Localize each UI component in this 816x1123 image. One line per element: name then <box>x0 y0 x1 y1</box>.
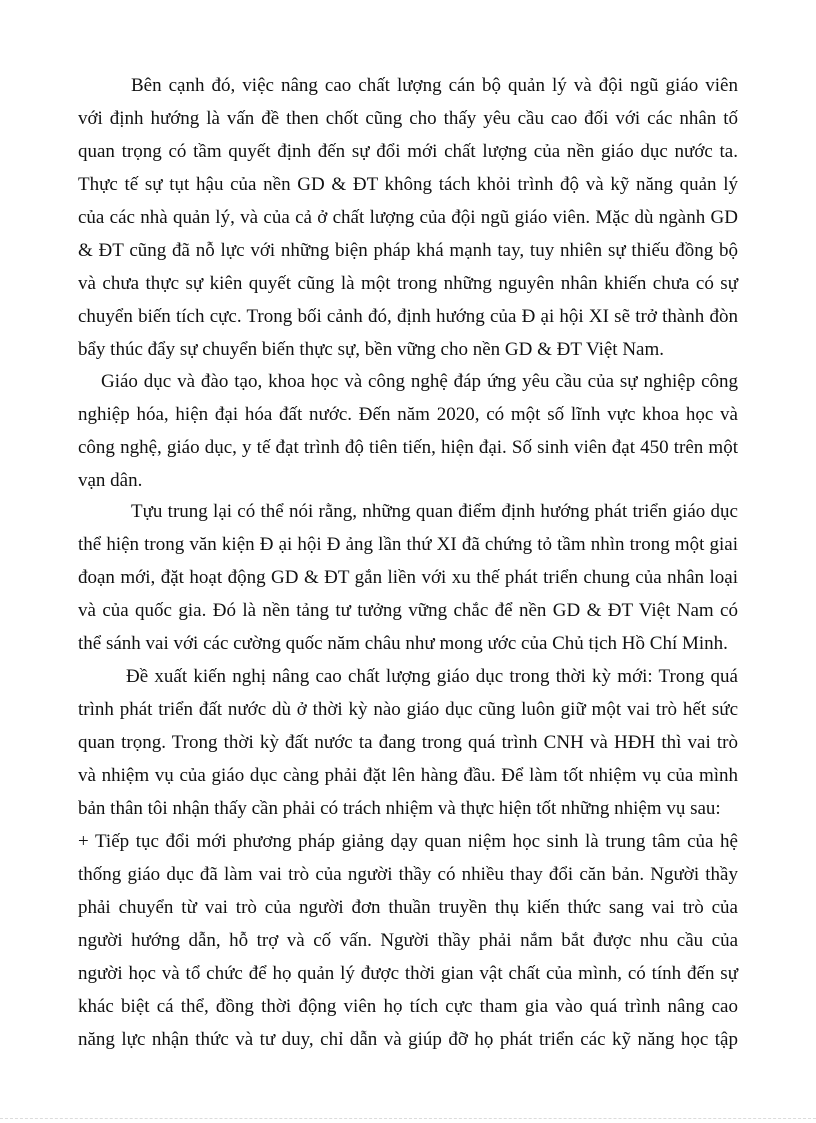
paragraph-2-line-2: nghiệp hóa, hiện đại hóa đất nước. Đến năm 2020, có một số lĩnh vực khoa học và <box>78 404 738 425</box>
paragraph-1-line-9: bẩy thúc đẩy sự chuyển biến thực sự, bền vững cho nền GD & ĐT Việt Nam. <box>78 339 665 360</box>
paragraph-3-line-3: đoạn mới, đặt hoạt động GD & ĐT gắn liền với xu thế phát triển chung của nhân loại <box>78 567 738 588</box>
paragraph-3-line-5: thể sánh vai với các cường quốc năm châu như mong ước của Chủ tịch Hồ Chí Minh. <box>78 633 728 654</box>
paragraph-5-line-7: năng lực nhận thức và tư duy, chỉ dẫn và giúp đỡ họ phát triển các kỹ năng học tập <box>78 1029 738 1050</box>
paragraph-2-line-4: vạn dân. <box>78 470 143 491</box>
paragraph-4-line-2: trình phát triển đất nước dù ở thời kỳ nào giáo dục cũng luôn giữ một vai trò hết sức <box>78 699 738 720</box>
paragraph-2-line-3: công nghệ, giáo dục, y tế đạt trình độ tiên tiến, hiện đại. Số sinh viên đạt 450 trên một <box>78 437 738 458</box>
paragraph-5-line-6: khác biệt cá thể, đồng thời động viên họ tích cực tham gia vào quá trình nâng cao <box>78 996 738 1017</box>
paragraph-4-line-5: bản thân tôi nhận thấy cần phải có trách nhiệm và thực hiện tốt những nhiệm vụ sau: <box>78 798 721 819</box>
paragraph-1-line-6: & ĐT cũng đã nỗ lực với những biện pháp khá mạnh tay, tuy nhiên sự thiếu đồng bộ <box>78 240 738 261</box>
paragraph-4-line-4: và nhiệm vụ của giáo dục càng phải đặt lên hàng đầu. Để làm tốt nhiệm vụ của mình <box>78 765 738 786</box>
paragraph-4-line-1: Đề xuất kiến nghị nâng cao chất lượng giáo dục trong thời kỳ mới: Trong quá <box>126 666 738 687</box>
paragraph-1-line-5: của các nhà quản lý, và của cả ở chất lượng của đội ngũ giáo viên. Mặc dù ngành GD <box>78 207 738 228</box>
paragraph-5-line-1: + Tiếp tục đổi mới phương pháp giảng dạy quan niệm học sinh là trung tâm của hệ <box>78 831 738 852</box>
paragraph-1-line-1: Bên cạnh đó, việc nâng cao chất lượng cán bộ quản lý và đội ngũ giáo viên <box>131 75 738 96</box>
paragraph-5-line-4: người hướng dẫn, hỗ trợ và cố vấn. Người thầy phải nắm bắt được nhu cầu của <box>78 930 738 951</box>
paragraph-4-line-3: quan trọng. Trong thời kỳ đất nước ta đang trong quá trình CNH và HĐH thì vai trò <box>78 732 738 753</box>
paragraph-3-line-2: thể hiện trong văn kiện Đ ại hội Đ ảng lần thứ XI đã chứng tỏ tầm nhìn trong một giai <box>78 534 738 555</box>
paragraph-5-line-3: phải chuyển từ vai trò của người đơn thuần truyền thụ kiến thức sang vai trò của <box>78 897 738 918</box>
paragraph-5-line-5: người học và tổ chức để họ quản lý được thời gian vật chất của mình, có tính đến sự <box>78 963 738 984</box>
paragraph-1-line-7: và chưa thực sự kiên quyết cũng là một trong những nguyên nhân khiến chưa có sự <box>78 273 738 294</box>
paragraph-5-line-2: thống giáo dục đã làm vai trò của người thầy có nhiều thay đổi căn bản. Người thầy <box>78 864 738 885</box>
paragraph-1-line-2: với định hướng là vấn đề then chốt cũng cho thấy yêu cầu cao đối với các nhân tố <box>78 108 738 129</box>
paragraph-1-line-3: quan trọng có tầm quyết định đến sự đổi mới chất lượng của nền giáo dục nước ta. <box>78 141 738 162</box>
paragraph-2-line-1: Giáo dục và đào tạo, khoa học và công nghệ đáp ứng yêu cầu của sự nghiệp công <box>101 371 738 392</box>
paragraph-3-line-4: và của quốc gia. Đó là nền tảng tư tưởng vững chắc để nền GD & ĐT Việt Nam có <box>78 600 738 621</box>
page-bottom-border <box>0 1118 816 1119</box>
paragraph-3-line-1: Tựu trung lại có thể nói rằng, những quan điểm định hướng phát triển giáo dục <box>131 501 738 522</box>
paragraph-1-line-8: chuyển biến tích cực. Trong bối cảnh đó, định hướng của Đ ại hội XI sẽ trở thành đòn <box>78 306 738 327</box>
paragraph-1-line-4: Thực tế sự tụt hậu của nền GD & ĐT không tách khỏi trình độ và kỹ năng quản lý <box>78 174 738 195</box>
